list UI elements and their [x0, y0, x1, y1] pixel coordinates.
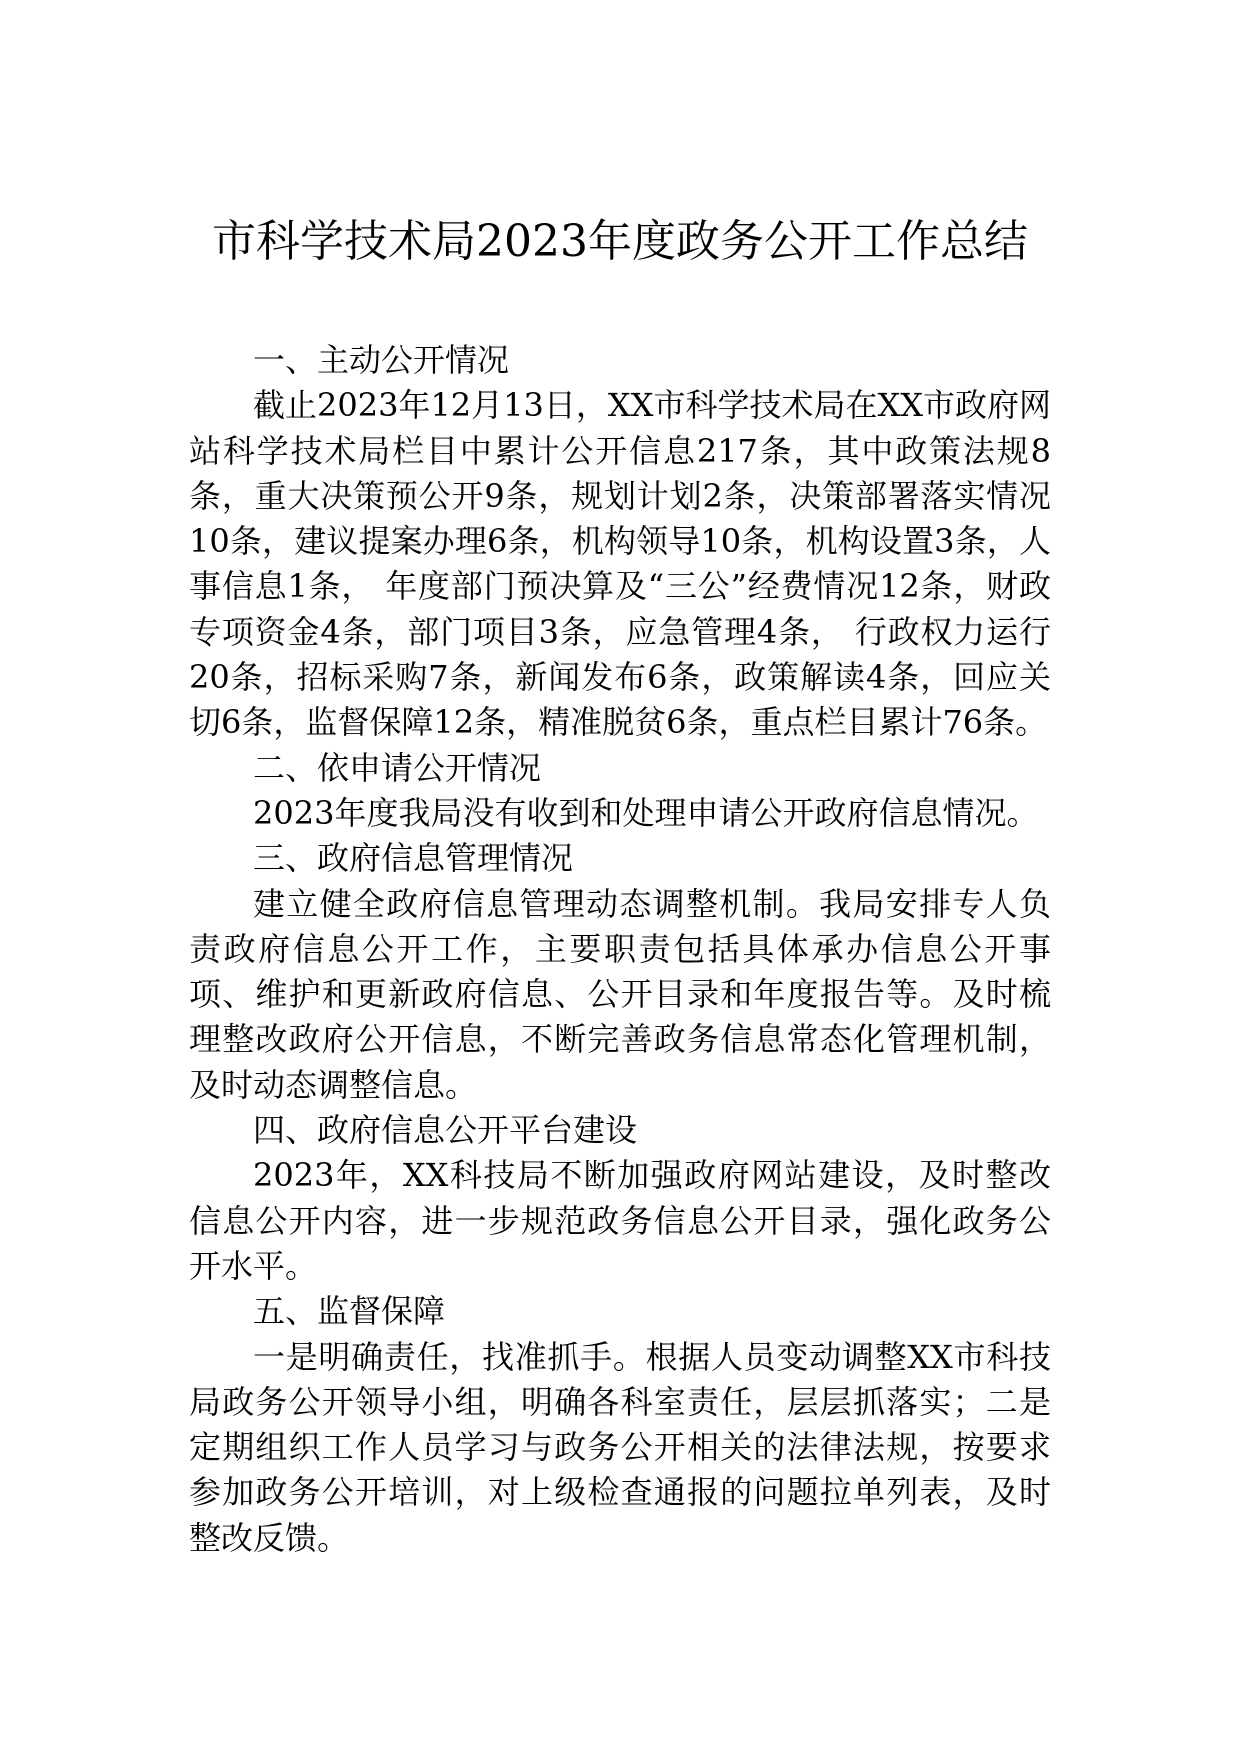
section-heading: 一、主动公开情况	[253, 341, 510, 379]
section-heading: 五、监督保障	[253, 1292, 446, 1331]
document-title: 市科学技术局2023年度政务公开工作总结	[212, 216, 1028, 267]
paragraph: 建立健全政府信息管理动态调整机制。我局安排专人负责政府信息公开工作，主要职责包括具体承办信息公开事项、维护和更新政府信息、公开目录和年度报告等。及时梳理整改政府公开信息，不断完善政务信息常态化管理机制，及时动态调整信息。	[189, 884, 1051, 1104]
paragraph: 一是明确责任，找准抓手。根据人员变动调整XX市科技局政务公开领导小组，明确各科室责任，层层抓落实；二是定期组织工作人员学习与政务公开相关的法律法规，按要求参加政务公开培训，对上级检查通报的问题拉单列表，及时整改反馈。	[189, 1337, 1051, 1557]
paragraph: 截止2023年12月13日，XX市科学技术局在XX市政府网站科学技术局栏目中累计公开信息217条，其中政策法规8条，重大决策预公开9条，规划计划2条，决策部署落实情况10条，建议提案办理6条，机构领导10条，机构设置3条，人事信息1条， 年度部门预决算及“三公”经费情况12条，财政专项资金4条，部门项目3条，应急管理4条， 行政权力运行20条，招标采购7条，新闻发布6条，政策解读4条，回应关切6条，监督保障12条，精准脱贫6条，重点栏目累计76条。	[189, 386, 1052, 742]
paragraph: 2023年，XX科技局不断加强政府网站建设，及时整改信息公开内容，进一步规范政务信息公开目录，强化政务公开水平。	[189, 1156, 1051, 1285]
section-heading: 四、政府信息公开平台建设	[253, 1111, 638, 1150]
paragraph: 2023年度我局没有收到和处理申请公开政府信息情况。	[253, 793, 1039, 832]
section-heading: 二、依申请公开情况	[253, 748, 542, 787]
document-body	[189, 338, 1051, 1561]
section-heading: 三、政府信息管理情况	[253, 839, 574, 878]
